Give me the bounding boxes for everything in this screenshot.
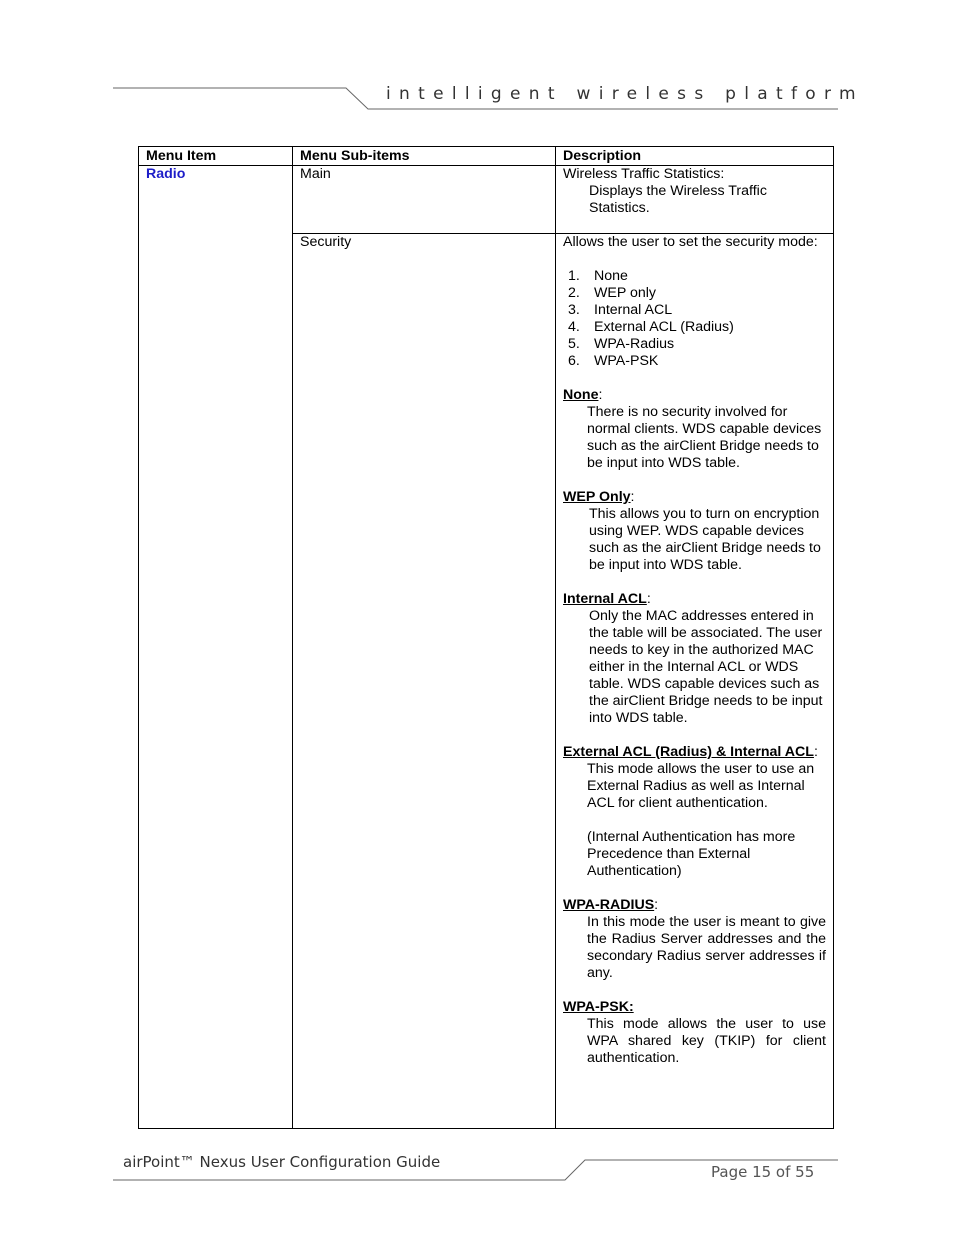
- section-title: WPA-PSK:: [563, 999, 634, 1015]
- description-detail: Displays the Wireless Traffic Statistics.: [589, 183, 767, 216]
- list-item: 4. External ACL (Radius): [568, 319, 734, 335]
- section-note: (Internal Authentication has more Precedence than External Authentication): [587, 829, 796, 879]
- section-wpa-psk: [563, 999, 826, 1067]
- list-item: 2. WEP only: [568, 285, 657, 301]
- header-description: Description: [556, 147, 834, 166]
- section-internal-acl: Internal ACL: Only the MAC addresses entered in the table will be associated. The user needs to key in the authorized MAC either in the Internal ACL or WDS table. WDS capable devices such as the airClient Bridge needs to be input into WDS table.: [563, 591, 826, 727]
- section-title: None: [563, 387, 599, 403]
- section-text: There is no security involved for normal clients. WDS capable devices such as the airClient Bridge needs to be input into WDS table.: [587, 404, 822, 471]
- section-title: Internal ACL: [563, 591, 647, 607]
- table-row: [139, 166, 834, 234]
- security-mode-list: [563, 268, 826, 370]
- section-text: This mode allows the user to use an External Radius as well as Internal ACL for client authentication.: [587, 761, 815, 811]
- table-header-row: [139, 147, 834, 166]
- section-title: WEP Only: [563, 489, 631, 505]
- description-cell: [556, 166, 834, 234]
- footer-page-number: Page 15 of 55: [711, 1163, 815, 1181]
- section-text: In this mode the user is meant to give the Radius Server addresses and the secondary Radius server addresses if any.: [587, 914, 826, 981]
- section-external-acl: External ACL (Radius) & Internal ACL: This mode allows the user to use an External Radius as well as Internal ACL for client authentication. (Internal Authentication has more Precedence than External Authentication): [563, 744, 826, 880]
- menu-table: [138, 146, 834, 1129]
- section-wpa-radius: WPA-RADIUS: In this mode the user is meant to give the Radius Server addresses and the secondary Radius server addresses if any.: [563, 897, 826, 981]
- list-item: 1. None: [568, 268, 628, 284]
- footer-guide-title: airPoint™ Nexus User Configuration Guide: [123, 1153, 441, 1171]
- section-title: WPA-RADIUS: [563, 897, 655, 913]
- subitem-cell: Main: [293, 166, 556, 234]
- description-cell: [556, 234, 834, 1129]
- header-menu-subitems: Menu Sub-items: [293, 147, 556, 166]
- description-intro: Wireless Traffic Statistics:: [563, 166, 725, 182]
- header-tagline: intelligent wireless platform: [386, 84, 864, 104]
- header-menu-item: Menu Item: [139, 147, 293, 166]
- menu-item-cell: [139, 166, 293, 1129]
- menu-item-radio: Radio: [146, 166, 186, 182]
- section-text: Only the MAC addresses entered in the table will be associated. The user needs to key in the authorized MAC either in the Internal ACL or WDS table. WDS capable devices such as the airClient Bridge needs to be input into WDS table.: [589, 608, 823, 726]
- list-item: 5. WPA-Radius: [568, 336, 675, 352]
- list-item: 3. Internal ACL: [568, 302, 673, 318]
- section-wep: WEP Only: This allows you to turn on encryption using WEP. WDS capable devices such as the airClient Bridge needs to be input into WDS table.: [563, 489, 826, 574]
- section-none: None: There is no security involved for normal clients. WDS capable devices such as the airClient Bridge needs to be input into WDS table.: [563, 387, 826, 472]
- section-text: This allows you to turn on encryption using WEP. WDS capable devices such as the airClient Bridge needs to be input into WDS table.: [589, 506, 821, 573]
- description-intro: Allows the user to set the security mode:: [563, 234, 818, 250]
- list-item: 6. WPA-PSK: [568, 353, 659, 369]
- subitem-cell: Security: [293, 234, 556, 1129]
- section-text: This mode allows the user to use WPA shared key (TKIP) for client authentication.: [587, 1016, 826, 1066]
- section-title: External ACL (Radius) & Internal ACL: [563, 744, 814, 760]
